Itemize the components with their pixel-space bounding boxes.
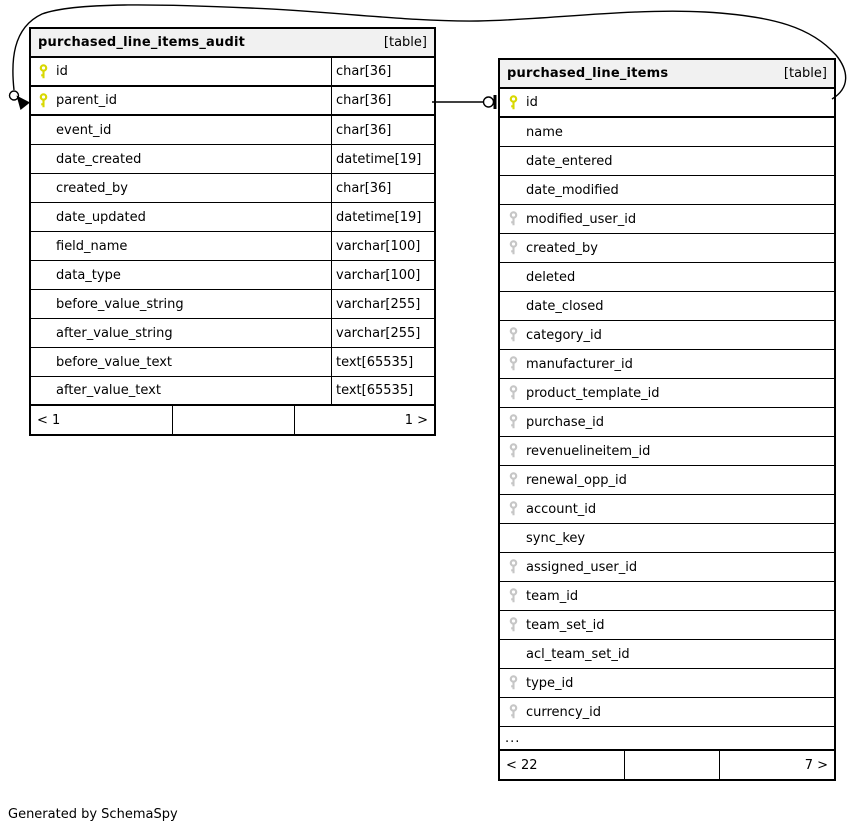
table-row[interactable] [500, 408, 834, 437]
column-type: char[36] [331, 58, 434, 85]
primary-key-icon [500, 95, 526, 111]
column-name: assigned_user_id [526, 559, 638, 575]
column-name: team_set_id [526, 617, 605, 633]
table-row[interactable] [31, 203, 434, 232]
table-row[interactable] [31, 116, 434, 145]
table-rows [500, 89, 834, 727]
column-name: event_id [56, 122, 112, 138]
table-row[interactable] [500, 495, 834, 524]
column-type: varchar[255] [331, 290, 434, 318]
truncated-columns-ellipsis: ... [500, 727, 834, 751]
column-type: varchar[255] [331, 319, 434, 347]
column-name: name [526, 124, 563, 140]
column-name: type_id [526, 675, 574, 691]
related-count-right: 7 > [719, 751, 834, 779]
column-name: date_updated [56, 209, 146, 225]
related-count-left: < 22 [506, 757, 538, 773]
column-name: date_modified [526, 182, 619, 198]
foreign-key-icon [500, 356, 526, 372]
table-badge: [table] [783, 66, 827, 81]
table-row[interactable] [31, 261, 434, 290]
table-row[interactable] [500, 205, 834, 234]
table-purchased-line-items-audit[interactable] [29, 27, 436, 436]
table-row[interactable] [31, 319, 434, 348]
primary-key-icon [31, 64, 56, 80]
table-row[interactable] [31, 58, 434, 87]
table-badge: [table] [383, 35, 427, 50]
table-row[interactable] [500, 263, 834, 292]
table-footer [500, 751, 834, 779]
table-row[interactable] [31, 377, 434, 406]
table-row[interactable] [500, 582, 834, 611]
table-row[interactable] [31, 174, 434, 203]
column-name: purchase_id [526, 414, 605, 430]
table-row[interactable] [31, 290, 434, 319]
column-name: date_entered [526, 153, 613, 169]
column-name: product_template_id [526, 385, 660, 401]
column-name: team_id [526, 588, 579, 604]
column-type: text[65535] [331, 348, 434, 376]
column-name: category_id [526, 327, 602, 343]
related-count-left: < 1 [37, 412, 61, 428]
table-row[interactable] [31, 232, 434, 261]
table-row[interactable] [500, 321, 834, 350]
column-name: parent_id [56, 93, 117, 108]
table-purchased-line-items[interactable] [498, 58, 836, 781]
table-header[interactable] [31, 29, 434, 58]
column-name: after_value_string [56, 325, 173, 341]
table-row[interactable] [500, 698, 834, 727]
column-name: sync_key [526, 530, 586, 546]
table-title: purchased_line_items_audit [38, 35, 246, 50]
footer-spacer [624, 751, 719, 779]
column-name: data_type [56, 267, 121, 283]
many-arrowhead-icon [17, 96, 31, 111]
table-row[interactable] [500, 611, 834, 640]
table-row[interactable] [500, 89, 834, 118]
column-name: date_closed [526, 298, 604, 314]
column-name: account_id [526, 501, 597, 517]
foreign-key-icon [500, 501, 526, 517]
foreign-key-icon [500, 385, 526, 401]
foreign-key-icon [500, 617, 526, 633]
table-row[interactable] [500, 640, 834, 669]
table-rows [31, 58, 434, 406]
table-title: purchased_line_items [507, 66, 669, 81]
table-row[interactable] [500, 234, 834, 263]
column-type: char[36] [331, 174, 434, 202]
table-footer [31, 406, 434, 434]
table-header[interactable] [500, 60, 834, 89]
table-row[interactable] [500, 292, 834, 321]
table-row[interactable] [500, 118, 834, 147]
table-row[interactable] [31, 348, 434, 377]
foreign-key-icon [500, 675, 526, 691]
foreign-key-icon [500, 240, 526, 256]
generated-by-note: Generated by SchemaSpy [8, 807, 178, 822]
zero-cardinality-circle [484, 97, 494, 107]
column-name: before_value_string [56, 296, 184, 312]
table-row[interactable] [500, 437, 834, 466]
table-row[interactable] [500, 553, 834, 582]
table-row[interactable] [500, 669, 834, 698]
column-name: after_value_text [56, 383, 161, 398]
column-name: revenuelineitem_id [526, 443, 651, 459]
foreign-key-icon [500, 472, 526, 488]
column-name: id [526, 95, 538, 110]
table-row[interactable] [500, 147, 834, 176]
table-row[interactable] [500, 350, 834, 379]
column-type: varchar[100] [331, 232, 434, 260]
column-name: deleted [526, 269, 576, 285]
column-type: datetime[19] [331, 203, 434, 231]
column-name: modified_user_id [526, 211, 637, 227]
column-type: char[36] [331, 116, 434, 144]
column-name: date_created [56, 151, 142, 167]
column-name: manufacturer_id [526, 356, 633, 372]
table-row[interactable] [31, 145, 434, 174]
footer-spacer [172, 406, 294, 434]
foreign-key-icon [500, 559, 526, 575]
zero-cardinality-circle [10, 91, 19, 100]
column-type: varchar[100] [331, 261, 434, 289]
table-row[interactable] [31, 87, 434, 116]
column-name: created_by [56, 180, 128, 196]
column-type: char[36] [331, 87, 434, 114]
column-name: field_name [56, 238, 128, 254]
column-name: id [56, 64, 68, 79]
foreign-key-icon [500, 588, 526, 604]
table-row[interactable] [500, 176, 834, 205]
table-row[interactable] [500, 466, 834, 495]
foreign-key-icon [500, 443, 526, 459]
column-name: currency_id [526, 704, 602, 720]
foreign-key-icon [500, 327, 526, 343]
column-name: acl_team_set_id [526, 646, 630, 662]
one-cardinality-tee [494, 95, 497, 109]
table-row[interactable] [500, 524, 834, 553]
foreign-key-icon [500, 414, 526, 430]
related-count-right: 1 > [294, 406, 434, 434]
table-row[interactable] [500, 379, 834, 408]
column-name: renewal_opp_id [526, 472, 627, 488]
foreign-key-icon [500, 704, 526, 720]
column-type: datetime[19] [331, 145, 434, 173]
column-name: before_value_text [56, 354, 173, 370]
primary-key-icon [31, 93, 56, 109]
foreign-key-icon [500, 211, 526, 227]
column-name: created_by [526, 240, 598, 256]
column-type: text[65535] [331, 377, 434, 404]
